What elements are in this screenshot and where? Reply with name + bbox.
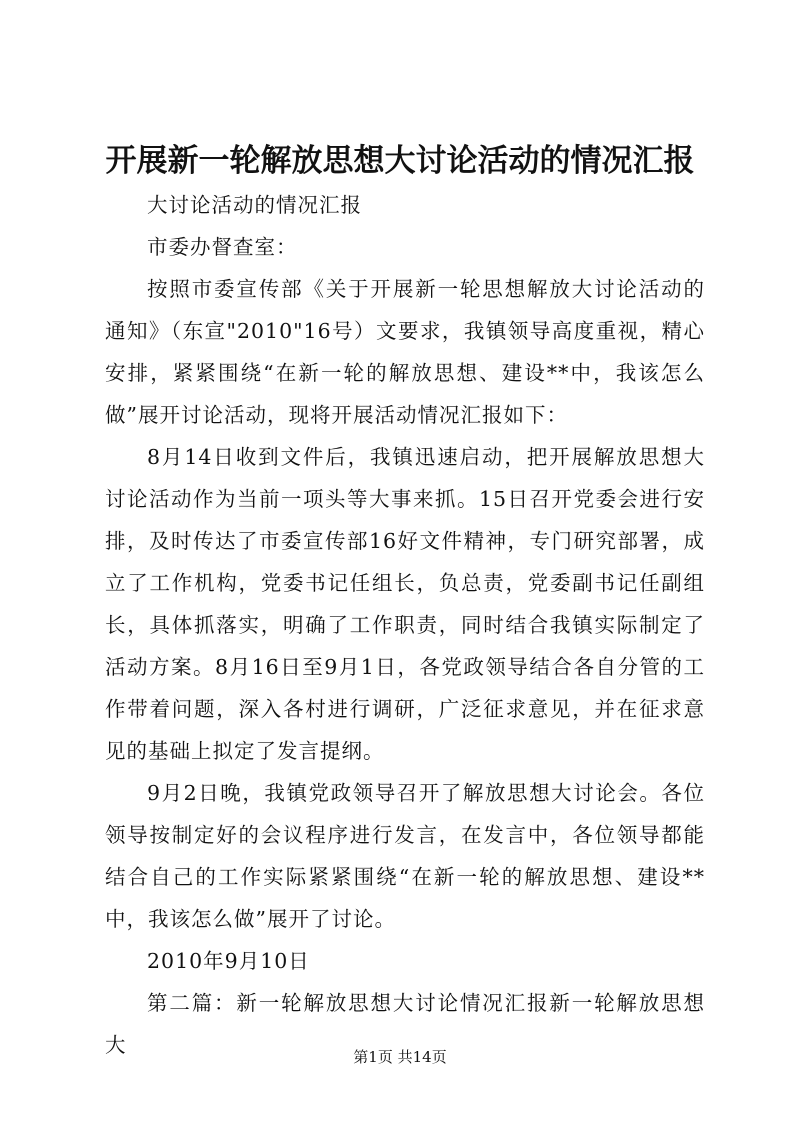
document-title: 开展新一轮解放思想大讨论活动的情况汇报: [105, 143, 695, 179]
document-body: [105, 184, 705, 1066]
page-footer: 第1页 共14页: [353, 1048, 447, 1066]
paragraph-meeting: 9月2日晚，我镇党政领导召开了解放思想大讨论会。各位领导按制定好的会议程序进行发言，在发言中，各位领导都能结合自己的工作实际紧紧围绕“在新一轮的解放思想、建设**中，我该怎么做”展开了讨论。: [105, 781, 705, 931]
paragraph-startup: 8月14日收到文件后，我镇迅速启动，把开展解放思想大讨论活动作为当前一项头等大事来抓。15日召开党委会进行安排，及时传达了市委宣传部16好文件精神，专门研究部署，成立了工作机构，党委书记任组长，负总责，党委副书记任副组长，具体抓落实，明确了工作职责，同时结合我镇实际制定了活动方案。8月16日至9月1日，各党政领导结合各自分管的工作带着问题，深入各村进行调研，广泛征求意见，并在征求意见的基础上拟定了发言提纲。: [105, 445, 705, 763]
paragraph-subtitle: 大讨论活动的情况汇报: [147, 193, 362, 217]
paragraph-date: 2010年9月10日: [147, 949, 310, 973]
paragraph-intro: 按照市委宣传部《关于开展新一轮思想解放大讨论活动的通知》（东宣"2010"16号）文要求，我镇领导高度重视，精心安排，紧紧围绕“在新一轮的解放思想、建设**中，我该怎么做”展开讨论活动，现将开展活动情况汇报如下：: [105, 277, 705, 427]
paragraph-next-article: 第二篇：新一轮解放思想大讨论情况汇报新一轮解放思想大: [105, 991, 705, 1057]
paragraph-addressee: 市委办督查室：: [147, 235, 298, 259]
